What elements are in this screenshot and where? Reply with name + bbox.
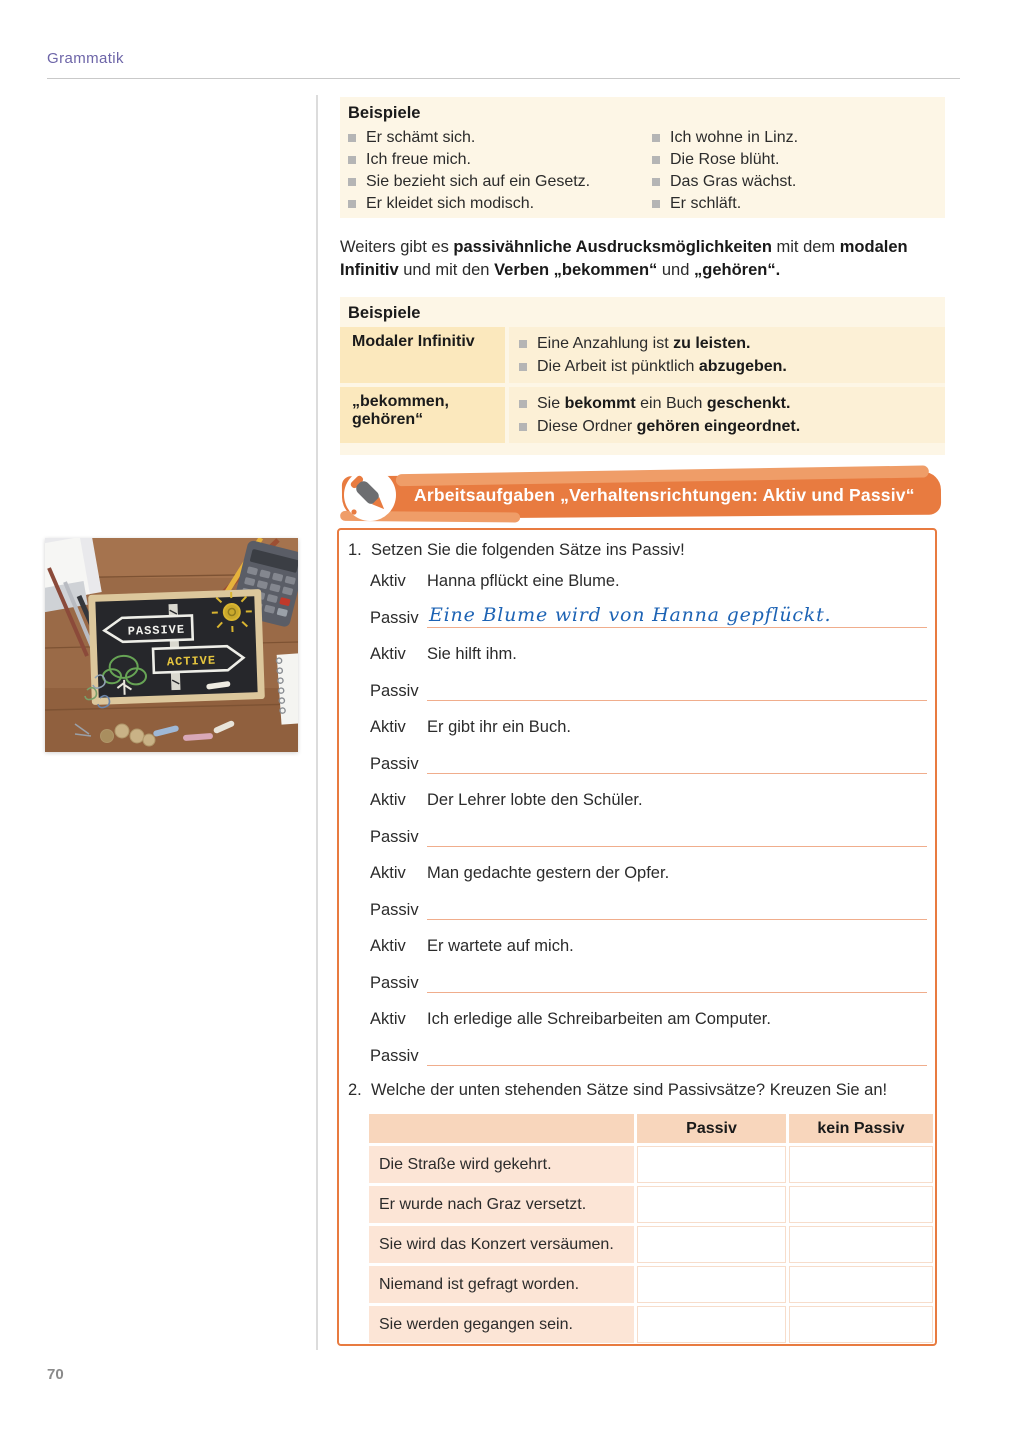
passiv-label: Passiv bbox=[370, 755, 419, 773]
task-banner-title: Arbeitsaufgaben „Verhaltensrichtungen: Aktiv und Passiv“ bbox=[414, 484, 915, 505]
answer-cell-kein-passiv[interactable] bbox=[789, 1266, 933, 1303]
passiv-row bbox=[370, 825, 927, 847]
passiv-row bbox=[370, 898, 927, 920]
table-header-passiv: Passiv bbox=[637, 1114, 786, 1143]
example-item bbox=[348, 171, 652, 193]
exercise-number: 2. bbox=[348, 1081, 362, 1099]
margin-divider bbox=[316, 95, 318, 1350]
passiv-table bbox=[369, 1114, 933, 1346]
sentence-cell: Sie wird das Konzert versäumen. bbox=[369, 1226, 634, 1263]
answer-cell-passiv[interactable] bbox=[637, 1146, 786, 1183]
answer-cell-passiv[interactable] bbox=[637, 1266, 786, 1303]
answer-cell-passiv[interactable] bbox=[637, 1186, 786, 1223]
bullet-square-icon bbox=[519, 423, 527, 431]
examples-box-2 bbox=[340, 297, 945, 455]
example-text: Ich wohne in Linz. bbox=[670, 129, 799, 146]
aktiv-sentence: Ich erledige alle Schreibarbeiten am Computer. bbox=[427, 1010, 771, 1028]
answer-cell-kein-passiv[interactable] bbox=[789, 1306, 933, 1343]
aktiv-row bbox=[370, 861, 927, 883]
example-text: Sie bekommt ein Buch geschenkt. bbox=[537, 395, 791, 412]
handwritten-answer: Eine Blume wird von Hanna gepflückt. bbox=[429, 604, 832, 626]
passiv-label: Passiv bbox=[370, 609, 419, 627]
example-text: Eine Anzahlung ist zu leisten. bbox=[537, 335, 751, 352]
bullet-square-icon bbox=[348, 178, 356, 186]
aktiv-sentence: Man gedachte gestern der Opfer. bbox=[427, 864, 670, 882]
examples-box-2-title: Beispiele bbox=[348, 304, 421, 322]
bullet-square-icon bbox=[519, 363, 527, 371]
bullet-square-icon bbox=[348, 156, 356, 164]
aktiv-sentence: Sie hilft ihm. bbox=[427, 645, 517, 663]
answer-cell-kein-passiv[interactable] bbox=[789, 1146, 933, 1183]
passiv-row bbox=[370, 679, 927, 701]
table-row bbox=[369, 1146, 933, 1183]
examples-box-1-title: Beispiele bbox=[348, 104, 421, 122]
example-item bbox=[652, 149, 935, 171]
answer-cell-passiv[interactable] bbox=[637, 1226, 786, 1263]
exercise-1-prompt bbox=[348, 541, 685, 560]
intro-paragraph: Weiters gibt es passivähnliche Ausdrucksmöglichkeiten mit dem modalen Infinitiv und mit den Verben „bekommen“ und „gehören“. bbox=[340, 238, 908, 279]
row-label: Modaler Infinitiv bbox=[340, 327, 505, 383]
aktiv-label: Aktiv bbox=[370, 937, 406, 955]
svg-text:ACTIVE: ACTIVE bbox=[166, 653, 217, 670]
pen-icon bbox=[343, 468, 397, 522]
bullet-square-icon bbox=[348, 200, 356, 208]
sun-drawing bbox=[211, 591, 252, 632]
example-item bbox=[348, 193, 652, 215]
example-text: Die Arbeit ist pünktlich abzugeben. bbox=[537, 358, 787, 375]
example-text: Diese Ordner gehören eingeordnet. bbox=[537, 418, 801, 435]
example-text: Ich freue mich. bbox=[366, 151, 471, 168]
passiv-row bbox=[370, 752, 927, 774]
aktiv-sentence: Der Lehrer lobte den Schüler. bbox=[427, 791, 643, 809]
aktiv-sentence: Er gibt ihr ein Buch. bbox=[427, 718, 571, 736]
table-header-kein-passiv: kein Passiv bbox=[789, 1114, 933, 1143]
table-header-empty bbox=[369, 1114, 634, 1143]
bullet-square-icon bbox=[652, 200, 660, 208]
example-item bbox=[519, 415, 939, 438]
page-number: 70 bbox=[47, 1366, 64, 1383]
header-divider bbox=[47, 78, 960, 79]
aktiv-row bbox=[370, 934, 927, 956]
exercise-2-prompt bbox=[348, 1081, 887, 1100]
bullet-square-icon bbox=[652, 156, 660, 164]
active-sign bbox=[153, 646, 244, 673]
bullet-square-icon bbox=[519, 340, 527, 348]
aktiv-sentence: Er wartete auf mich. bbox=[427, 937, 574, 955]
passiv-label: Passiv bbox=[370, 974, 419, 992]
example-item bbox=[519, 332, 939, 355]
task-banner bbox=[340, 468, 941, 522]
section-label: Grammatik bbox=[47, 50, 124, 67]
example-text: Er schämt sich. bbox=[366, 129, 476, 146]
bullet-square-icon bbox=[519, 400, 527, 408]
row-label: „bekommen, gehören“ bbox=[340, 387, 505, 443]
examples-box-1 bbox=[340, 97, 945, 218]
table-row bbox=[369, 1186, 933, 1223]
passiv-label: Passiv bbox=[370, 901, 419, 919]
sentence-cell: Er wurde nach Graz versetzt. bbox=[369, 1186, 634, 1223]
example-item bbox=[652, 171, 935, 193]
passiv-label: Passiv bbox=[370, 828, 419, 846]
examples-row-bekommen-gehoeren bbox=[340, 387, 945, 443]
exercise-1-items bbox=[370, 569, 927, 1080]
sentence-cell: Die Straße wird gekehrt. bbox=[369, 1146, 634, 1183]
chalkboard bbox=[88, 589, 265, 705]
exercise-prompt-text: Welche der unten stehenden Sätze sind Passivsätze? Kreuzen Sie an! bbox=[371, 1081, 888, 1099]
passiv-label: Passiv bbox=[370, 682, 419, 700]
table-row bbox=[369, 1226, 933, 1263]
example-item bbox=[519, 392, 939, 415]
sentence-cell: Sie werden gegangen sein. bbox=[369, 1306, 634, 1343]
aktiv-row bbox=[370, 715, 927, 737]
table-header-row bbox=[369, 1114, 933, 1143]
aktiv-label: Aktiv bbox=[370, 718, 406, 736]
example-item bbox=[348, 149, 652, 171]
aktiv-label: Aktiv bbox=[370, 645, 406, 663]
bullet-square-icon bbox=[652, 134, 660, 142]
bullet-square-icon bbox=[348, 134, 356, 142]
passiv-row bbox=[370, 606, 927, 628]
answer-line[interactable] bbox=[427, 1043, 927, 1066]
exercise-frame bbox=[337, 528, 937, 1346]
examples-row-modaler-infinitiv bbox=[340, 327, 945, 383]
passiv-row bbox=[370, 971, 927, 993]
answer-line[interactable] bbox=[427, 897, 927, 920]
passiv-row bbox=[370, 1044, 927, 1066]
example-item bbox=[652, 193, 935, 215]
example-text: Er schläft. bbox=[670, 195, 742, 212]
table-row bbox=[369, 1266, 933, 1303]
answer-line[interactable] bbox=[427, 678, 927, 701]
sentence-cell: Niemand ist gefragt worden. bbox=[369, 1266, 634, 1303]
answer-line[interactable] bbox=[427, 824, 927, 847]
example-item bbox=[348, 127, 652, 149]
passiv-label: Passiv bbox=[370, 1047, 419, 1065]
aktiv-label: Aktiv bbox=[370, 864, 406, 882]
answer-cell-passiv[interactable] bbox=[637, 1306, 786, 1343]
answer-line[interactable] bbox=[427, 970, 927, 993]
aktiv-row bbox=[370, 788, 927, 810]
bullet-square-icon bbox=[652, 178, 660, 186]
svg-text:PASSIVE: PASSIVE bbox=[127, 622, 186, 639]
table-row bbox=[369, 1306, 933, 1343]
aktiv-row bbox=[370, 1007, 927, 1029]
answer-cell-kein-passiv[interactable] bbox=[789, 1186, 933, 1223]
example-item bbox=[519, 355, 939, 378]
example-text: Die Rose blüht. bbox=[670, 151, 780, 168]
example-text: Er kleidet sich modisch. bbox=[366, 195, 535, 212]
aktiv-label: Aktiv bbox=[370, 1010, 406, 1028]
aktiv-label: Aktiv bbox=[370, 572, 406, 590]
answer-line[interactable] bbox=[427, 605, 927, 628]
exercise-prompt-text: Setzen Sie die folgenden Sätze ins Passiv! bbox=[371, 541, 685, 559]
aktiv-sentence: Hanna pflückt eine Blume. bbox=[427, 572, 620, 590]
passive-active-chalkboard-photo bbox=[45, 538, 298, 752]
exercise-number: 1. bbox=[348, 541, 362, 559]
aktiv-label: Aktiv bbox=[370, 791, 406, 809]
aktiv-row bbox=[370, 642, 927, 664]
aktiv-row bbox=[370, 569, 927, 591]
example-item bbox=[652, 127, 935, 149]
answer-line[interactable] bbox=[427, 751, 927, 774]
example-text: Sie bezieht sich auf ein Gesetz. bbox=[366, 173, 591, 190]
answer-cell-kein-passiv[interactable] bbox=[789, 1226, 933, 1263]
example-text: Das Gras wächst. bbox=[670, 173, 797, 190]
